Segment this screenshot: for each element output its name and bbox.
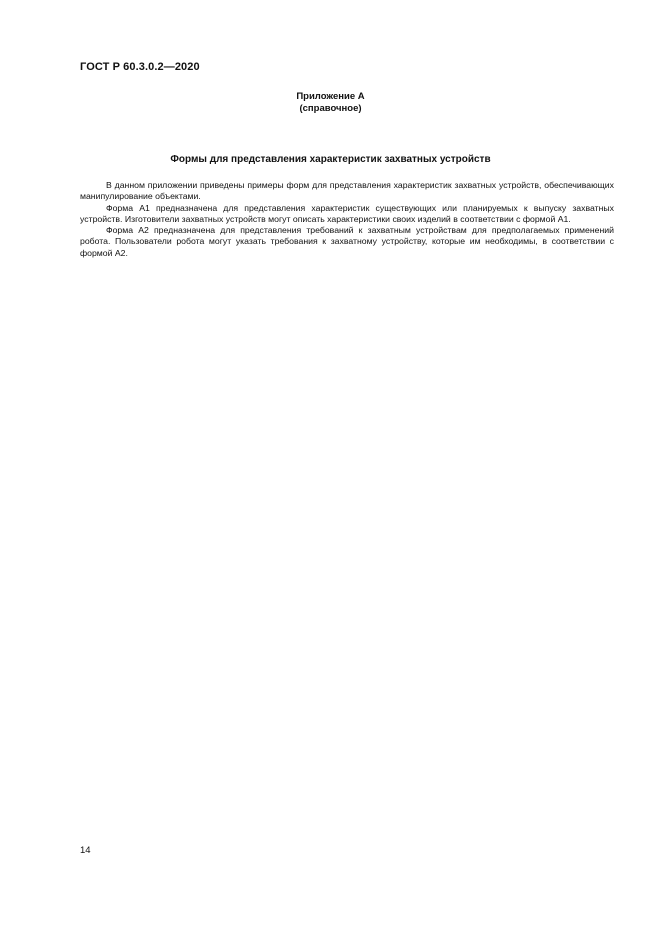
annex-status: (справочное) <box>299 103 362 114</box>
document-code-header: ГОСТ Р 60.3.0.2—2020 <box>80 61 200 73</box>
body-text <box>80 180 614 259</box>
paragraph-intro: В данном приложении приведены примеры форм для представления характеристик захватных устройств, обеспечивающих манипулирование объектами. <box>80 180 614 202</box>
page-number: 14 <box>80 845 91 856</box>
paragraph-form-a2: Форма А2 предназначена для представления требований к захватным устройствам для предполагаемых применений робота. Пользователи робота могут указать требования к захватному устройству, которые им необходимы, в соответствии с формой А2. <box>80 225 614 258</box>
annex-title: Приложение А <box>296 91 365 102</box>
paragraph-form-a1: Форма А1 предназначена для представления характеристик существующих или планируемых к выпуску захватных устройств. Изготовители захватных устройств могут описать характеристики своих изделий в соответствии с формой А1. <box>80 202 614 224</box>
section-title: Формы для представления характеристик захватных устройств <box>170 154 491 165</box>
annex-heading <box>0 91 661 115</box>
